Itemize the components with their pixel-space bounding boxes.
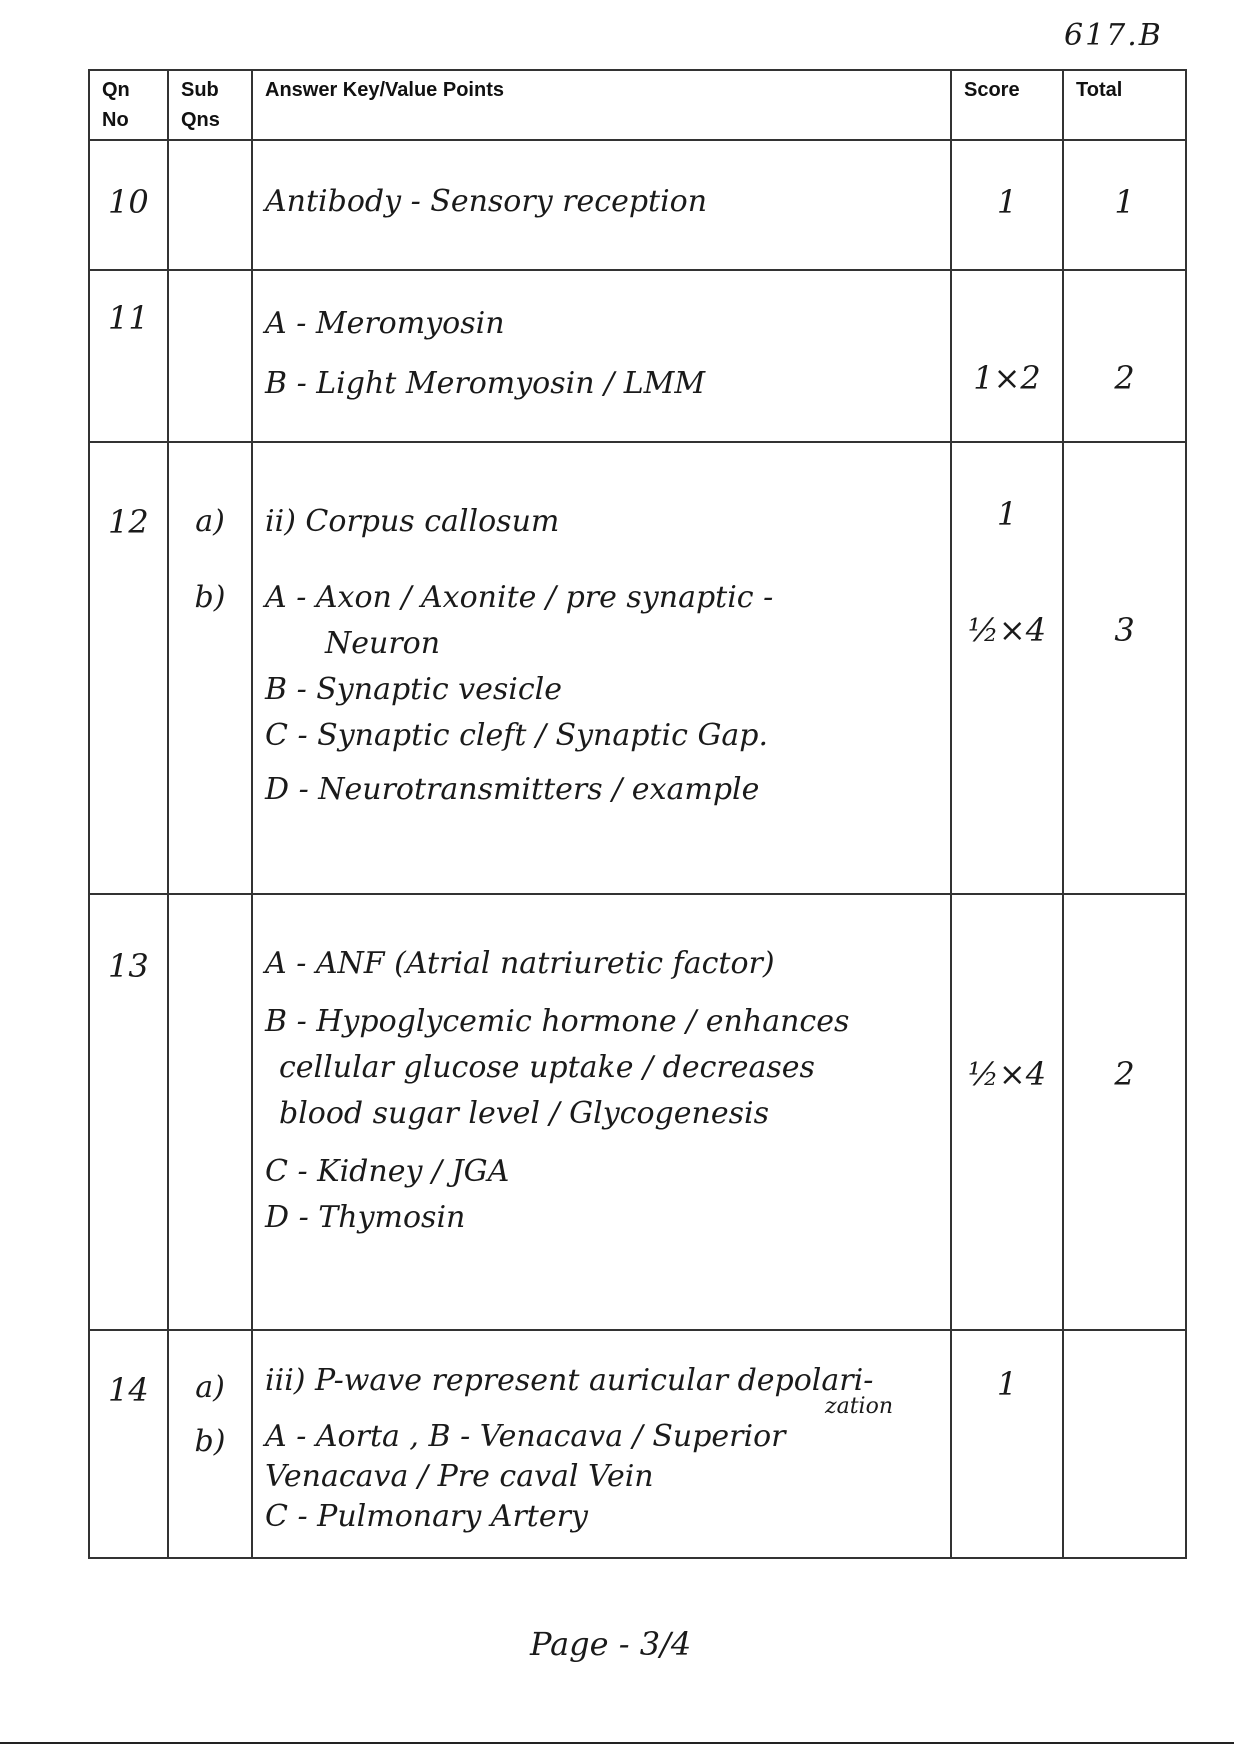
sub-question-label: b)	[194, 580, 226, 615]
answer-line: B - Light Meromyosin / LMM	[265, 366, 706, 401]
score-b: ½×4	[967, 611, 1047, 649]
answer-line: zation	[825, 1394, 893, 1419]
answer-line: B - Hypoglycemic hormone / enhances	[265, 1004, 850, 1039]
total-cell: 2	[1063, 894, 1186, 1330]
answer-line: A - Aorta , B - Venacava / Superior	[265, 1419, 786, 1454]
answer-line: C - Pulmonary Artery	[265, 1499, 588, 1534]
question-number: 13	[89, 894, 168, 1330]
table-header-row	[89, 70, 1186, 140]
sub-question	[168, 140, 252, 270]
answer-line: Venacava / Pre caval Vein	[265, 1459, 654, 1494]
answer-line: C - Kidney / JGA	[265, 1154, 510, 1189]
page-number: Page - 3/4	[530, 1625, 692, 1663]
answer-line: blood sugar level / Glycogenesis	[279, 1096, 769, 1131]
sub-question-label: a)	[195, 504, 225, 539]
answer-line: D - Neurotransmitters / example	[265, 772, 760, 807]
answer-key-table	[88, 69, 1187, 1559]
total-cell: 2	[1063, 270, 1186, 442]
answer-line: A - Meromyosin	[265, 306, 505, 341]
score-cell: 1×2	[951, 270, 1063, 442]
question-number: 14	[89, 1330, 168, 1558]
table-row	[89, 270, 1186, 442]
question-number: 12	[89, 442, 168, 894]
answer-line: B - Synaptic vesicle	[265, 672, 562, 707]
sub-question	[168, 894, 252, 1330]
header-answer-key: Answer Key/Value Points	[252, 70, 951, 140]
sub-question-label: b)	[194, 1424, 226, 1459]
answer-points	[252, 140, 951, 270]
header-score: Score	[951, 70, 1063, 140]
score-cell: 1	[951, 1330, 1063, 1558]
table-row	[89, 442, 1186, 894]
bottom-divider	[0, 1742, 1234, 1744]
score-a: 1	[996, 495, 1018, 533]
answer-line: C - Synaptic cleft / Synaptic Gap.	[265, 718, 769, 753]
answer-line: cellular glucose uptake / decreases	[279, 1050, 815, 1085]
sub-question-label: a)	[195, 1370, 225, 1405]
answer-line: A - Axon / Axonite / pre synaptic -	[265, 580, 774, 615]
answer-line: Antibody - Sensory reception	[265, 184, 708, 219]
table-row	[89, 894, 1186, 1330]
total-cell	[1063, 1330, 1186, 1558]
table-row	[89, 1330, 1186, 1558]
question-number: 11	[89, 270, 168, 442]
answer-line: Neuron	[325, 626, 441, 661]
total-cell: 3	[1063, 442, 1186, 894]
header-qn-no: Qn No	[89, 70, 168, 140]
sub-question	[168, 1330, 252, 1558]
score-cell	[951, 442, 1063, 894]
answer-line: iii) P-wave represent auricular depolari-	[265, 1363, 874, 1398]
sub-question	[168, 270, 252, 442]
header-sub-qns: Sub Qns	[168, 70, 252, 140]
table-row	[89, 140, 1186, 270]
answer-points	[252, 1330, 951, 1558]
question-number: 10	[89, 140, 168, 270]
score-cell: 1	[951, 140, 1063, 270]
answer-points	[252, 894, 951, 1330]
answer-points	[252, 270, 951, 442]
answer-line: ii) Corpus callosum	[265, 504, 560, 539]
answer-points	[252, 442, 951, 894]
document-code: 617.B	[1064, 18, 1163, 53]
score-cell: ½×4	[951, 894, 1063, 1330]
answer-line: A - ANF (Atrial natriuretic factor)	[265, 946, 775, 981]
answer-line: D - Thymosin	[265, 1200, 466, 1235]
header-total: Total	[1063, 70, 1186, 140]
total-cell: 1	[1063, 140, 1186, 270]
sub-question	[168, 442, 252, 894]
